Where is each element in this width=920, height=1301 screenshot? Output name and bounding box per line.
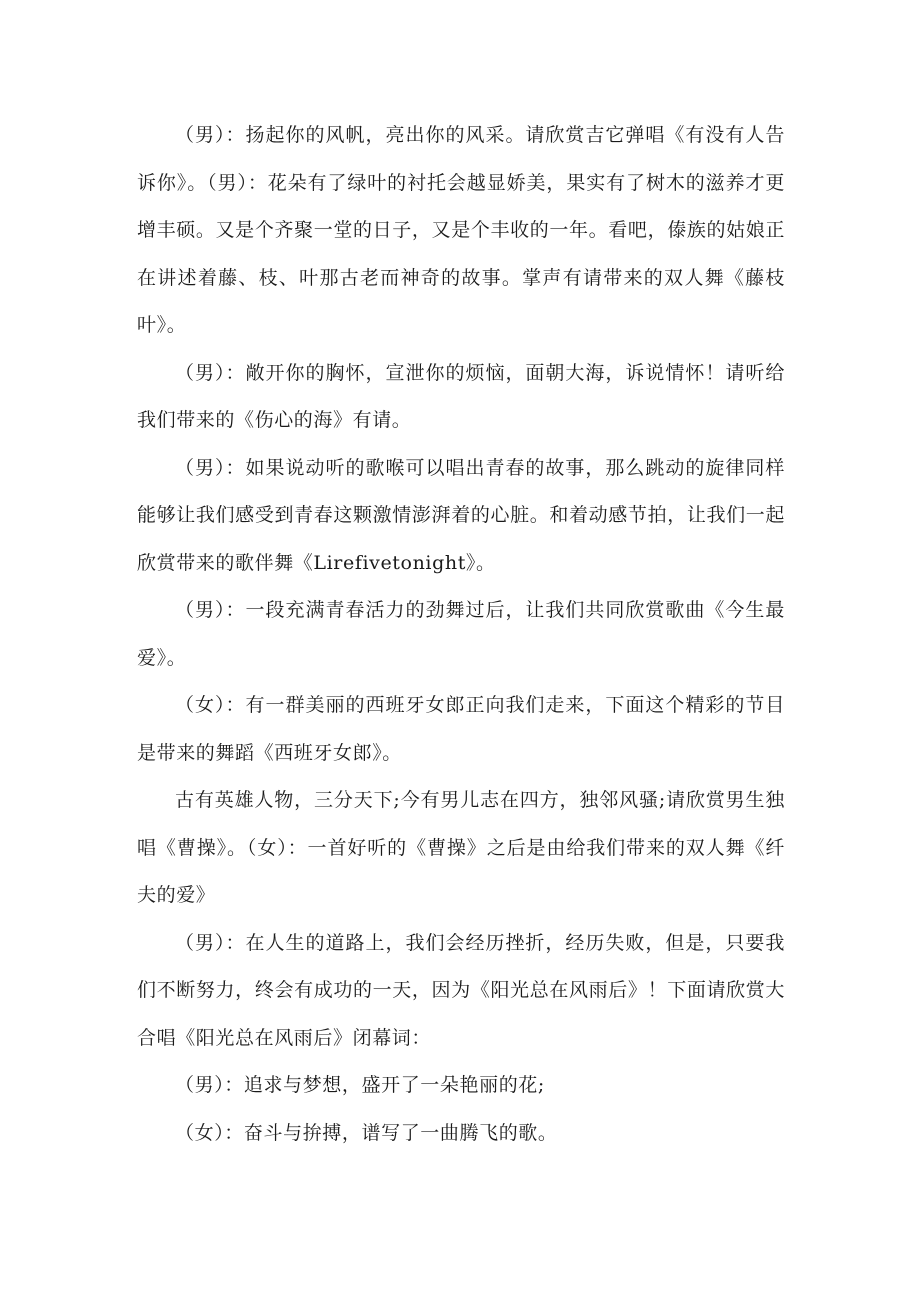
paragraph-4: （男）：一段充满青春活力的劲舞过后，让我们共同欣赏歌曲《今生最爱》。 (137, 599, 785, 669)
paragraph-9: （女）：奋斗与拚搏，谱写了一曲腾飞的歌。 (175, 1121, 558, 1144)
paragraph-8: （男）：追求与梦想，盛开了一朵艳丽的花; (175, 1074, 545, 1096)
paragraph-1: （男）：扬起你的风帆，亮出你的风采。请欣赏吉它弹唱《有没有人告诉你》。（男）：花朵有了绿叶的衬托会越显娇美，果实有了树木的滋养才更增丰硕。又是个齐聚一堂的日子，又是个丰收的一年。看吧，傣族的姑娘正在讲述着藤、枝、叶那古老而神奇的故事。掌声有请带来的双人舞《藤枝叶》。 (137, 124, 785, 336)
paragraph-7: （男）：在人生的道路上，我们会经历挫折，经历失败，但是，只要我们不断努力，终会有成功的一天，因为《阳光总在风雨后》！下面请欣赏大合唱《阳光总在风雨后》闭幕词： (137, 931, 785, 1049)
document-page (137, 112, 785, 1157)
paragraph-6: 古有英雄人物，三分天下;今有男儿志在四方，独邻风骚;请欣赏男生独唱《曹操》。（女）：一首好听的《曹操》之后是由给我们带来的双人舞《纤夫的爱》 (137, 789, 785, 906)
paragraph-5: （女）：有一群美丽的西班牙女郎正向我们走来，下面这个精彩的节目是带来的舞蹈《西班牙女郎》。 (137, 694, 785, 764)
paragraph-2: （男）：敞开你的胸怀，宣泄你的烦恼，面朝大海，诉说情怀！请听给我们带来的《伤心的海》有请。 (137, 361, 785, 431)
paragraph-3: （男）：如果说动听的歌喉可以唱出青春的故事，那么跳动的旋律同样能够让我们感受到青春这颗激情澎湃着的心脏。和着动感节拍，让我们一起欣赏带来的歌伴舞《Lirefivetonight》。 (137, 456, 785, 574)
